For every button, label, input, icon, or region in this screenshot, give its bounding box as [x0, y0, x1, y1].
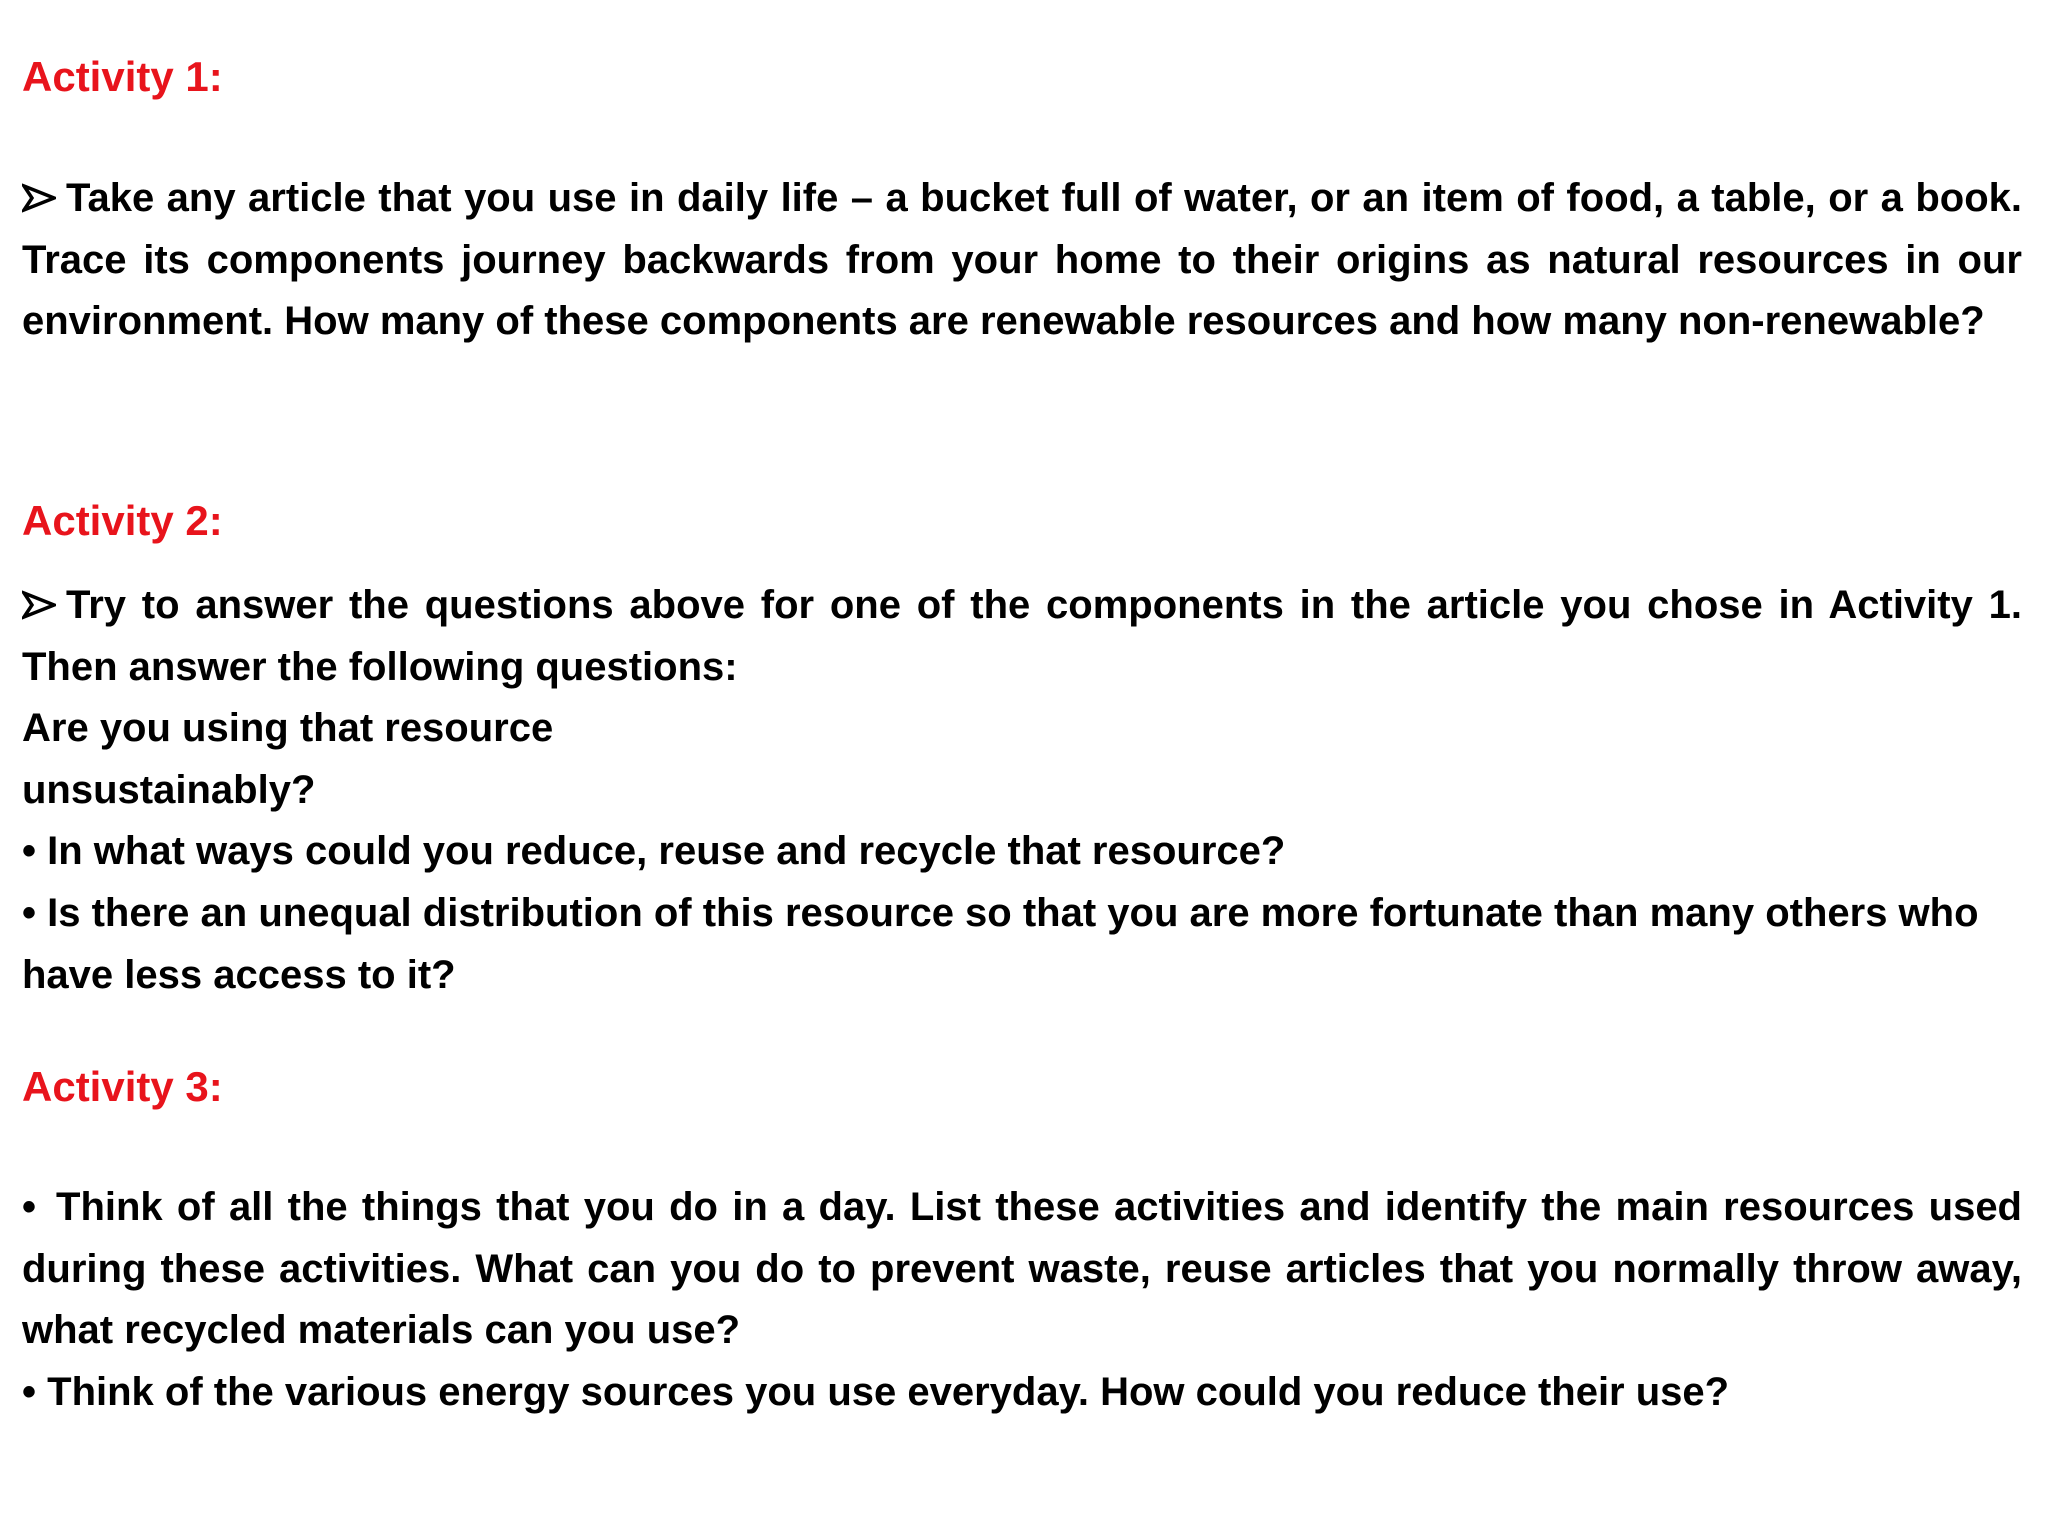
list-item-text: Is there an unequal distribution of this resource so that you are more fortunate than many others who have less access to it? — [22, 891, 1979, 997]
list-item — [22, 821, 2022, 883]
activity-2-line-2: unsustainably? — [22, 767, 316, 812]
activity-2-questions — [22, 698, 2022, 883]
arrow-bullet-icon — [22, 168, 56, 230]
list-item — [22, 1362, 2022, 1424]
activity-2-line-1: Are you using that resource — [22, 706, 554, 750]
activity-1-text: Take any article that you use in daily life – a bucket full of water, or an item of food, a table, or a book. Trace its components journey backwards from your home to their origins as natural resources in our environment. How many of these components are renewable resources and how many non-renewable? — [22, 176, 2022, 343]
list-item-text: Think of the various energy sources you use everyday. How could you reduce their use? — [47, 1370, 1730, 1414]
dot-bullet-icon: • — [22, 829, 37, 873]
activity-2-heading: Activity 2: — [22, 497, 223, 544]
list-item — [22, 883, 2012, 1006]
slide — [22, 0, 2022, 1536]
activity-2-paragraph — [22, 575, 2022, 698]
activity-1-paragraph — [22, 168, 2022, 353]
dot-bullet-icon: • — [22, 1370, 37, 1414]
list-item — [22, 1177, 2022, 1362]
dot-bullet-icon: • — [22, 1185, 37, 1229]
arrow-bullet-icon — [22, 575, 56, 637]
list-item-text: In what ways could you reduce, reuse and recycle that resource? — [47, 829, 1286, 873]
list-item-text: Think of all the things that you do in a day. List these activities and identify the main resources used during these activities. What can you do to prevent waste, reuse articles that you normally throw away, what recycled materials can you use? — [22, 1185, 2022, 1352]
activity-1-heading: Activity 1: — [22, 53, 223, 100]
activity-3-heading: Activity 3: — [22, 1063, 223, 1110]
activity-2-text: Try to answer the questions above for one of the components in the article you chose in Activity 1. Then answer the following questions: — [22, 583, 2022, 689]
dot-bullet-icon: • — [22, 891, 37, 935]
